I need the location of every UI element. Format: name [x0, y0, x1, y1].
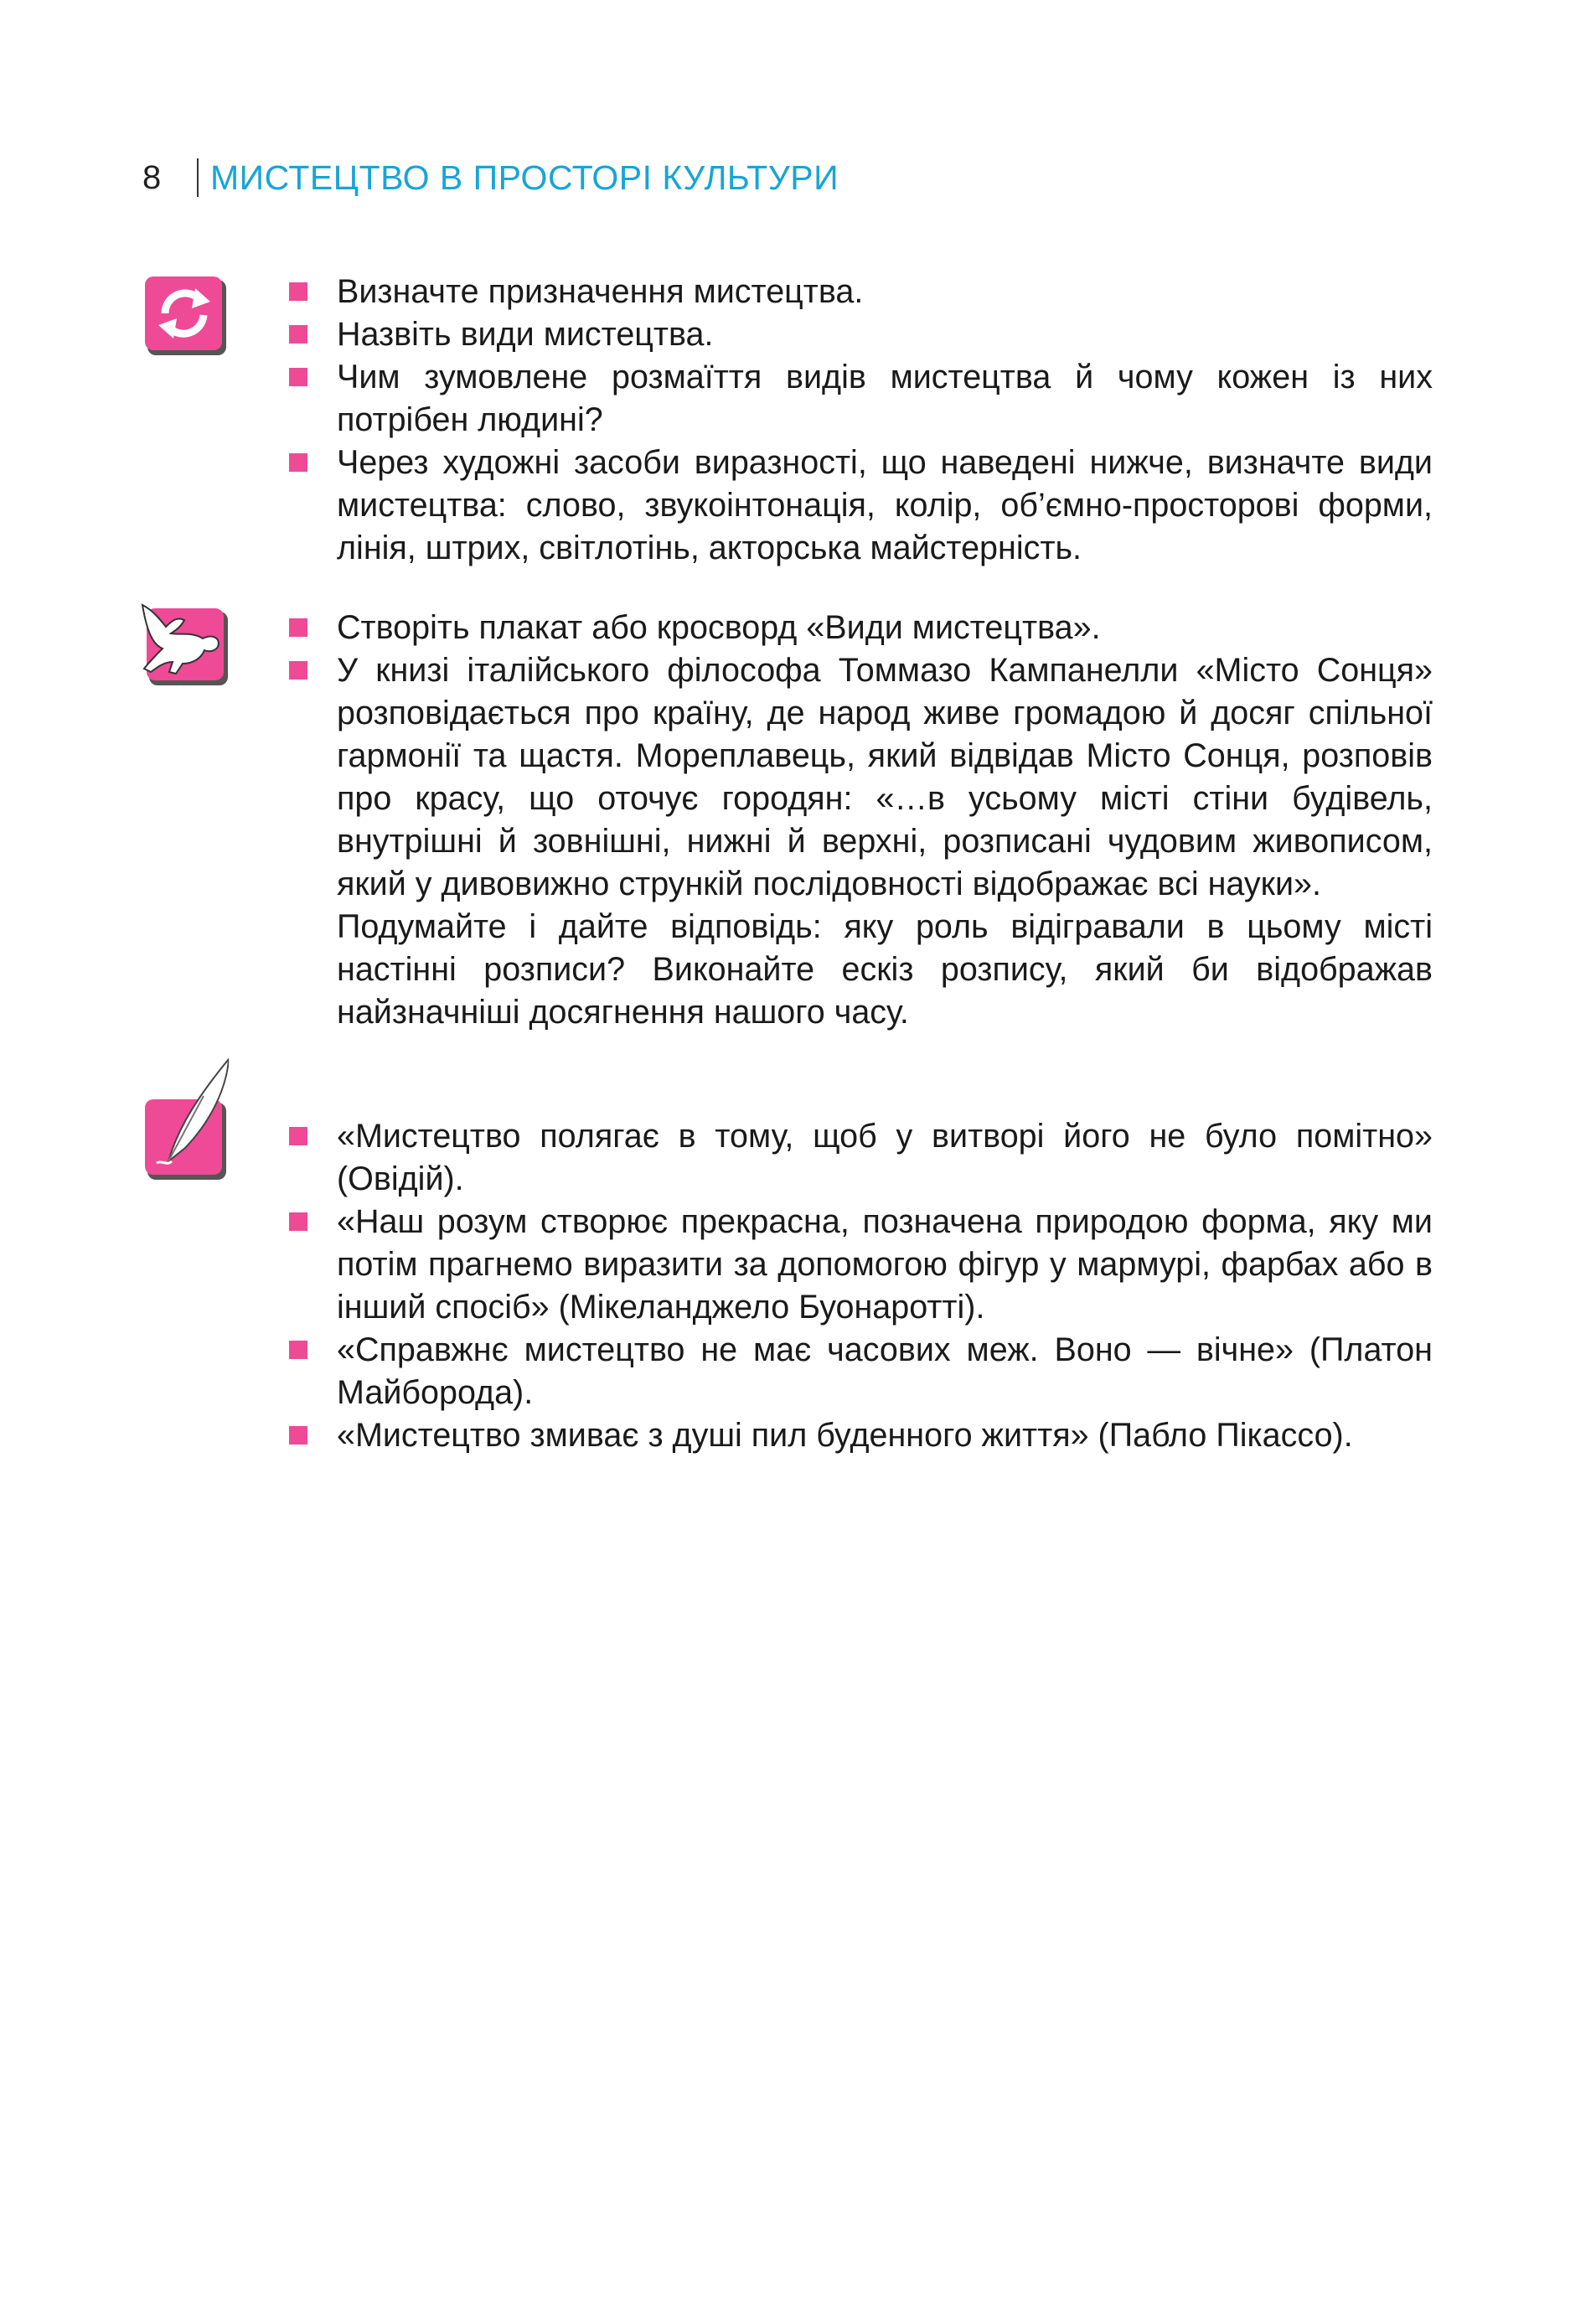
- section-title: МИСТЕЦТВО В ПРОСТОРІ КУЛЬТУРИ: [210, 158, 839, 197]
- refresh-arrows-icon: [145, 275, 229, 359]
- bullet-square-icon: [289, 282, 307, 301]
- questions-list: [285, 271, 1433, 570]
- follow-up-paragraph: Подумайте і дайте відповідь: яку роль відігравали в цьому місті настінні розписи? Виконайте ескіз розпису, який би відображав найзначніші досягнення нашого часу.: [337, 908, 1433, 1031]
- bullet-square-icon: [289, 1212, 307, 1231]
- list-item: Чим зумовлене розмаїття видів мистецтва й чому кожен із них потрібен людині?: [285, 356, 1433, 442]
- page-header: [142, 152, 839, 203]
- list-item: «Мистецтво змиває з душі пил буденного життя» (Пабло Пікассо).: [285, 1414, 1433, 1457]
- bullet-square-icon: [289, 1127, 307, 1145]
- list-item: У книзі італійського філософа Томмазо Кампанелли «Місто Сонця» розповідається про країну, де народ живе громадою й досяг спільної гармонії та щастя. Мореплавець, який відвідав Місто Сонця, розповів про красу, що оточує городян: «…в усьому місті стіни будівель, внутрішні й зовнішні, нижні й верхні, розписані чудовим живописом, який у дивовижно стрункій послідовності відображає всі науки». Подумайте і дайте відповідь: яку роль відігравали в цьому місті настінні розписи? Виконайте ескіз розпису, який би відображав найзначніші досягнення нашого часу.: [285, 649, 1433, 1034]
- quotes-list: [285, 1115, 1433, 1457]
- tasks-list: [285, 607, 1433, 1034]
- bullet-square-icon: [289, 661, 307, 680]
- quill-feather-icon: [145, 1057, 229, 1183]
- list-item: Назвіть види мистецтва.: [285, 313, 1433, 356]
- bullet-square-icon: [289, 1426, 307, 1445]
- list-item: Визначте призначення мистецтва.: [285, 271, 1433, 313]
- list-item: Через художні засоби виразності, що наведені нижче, визначте види мистецтва: слово, звукоінтонація, колір, об’ємно-просторові форми, лінія, штрих, світлотінь, акторська майстерність.: [285, 442, 1433, 570]
- bullet-square-icon: [289, 618, 307, 637]
- page-number: 8: [142, 158, 162, 196]
- list-item: Створіть плакат або кросворд «Види мистецтва».: [285, 607, 1433, 649]
- bullet-square-icon: [289, 368, 307, 386]
- bullet-square-icon: [289, 453, 307, 472]
- list-item: «Наш розум створює прекрасна, позначена природою форма, яку ми потім прагнемо виразити за допомогою фігур у мармурі, фарбах або в інший спосіб» (Мікеланджело Буонаротті).: [285, 1201, 1433, 1329]
- header-divider: [197, 158, 199, 197]
- bullet-square-icon: [289, 325, 307, 344]
- list-item: «Мистецтво полягає в тому, щоб у витворі його не було помітно» (Овідій).: [285, 1115, 1433, 1201]
- pegasus-icon: [134, 602, 230, 685]
- list-item: «Справжнє мистецтво не має часових меж. Воно — вічне» (Платон Майборода).: [285, 1329, 1433, 1414]
- bullet-square-icon: [289, 1341, 307, 1359]
